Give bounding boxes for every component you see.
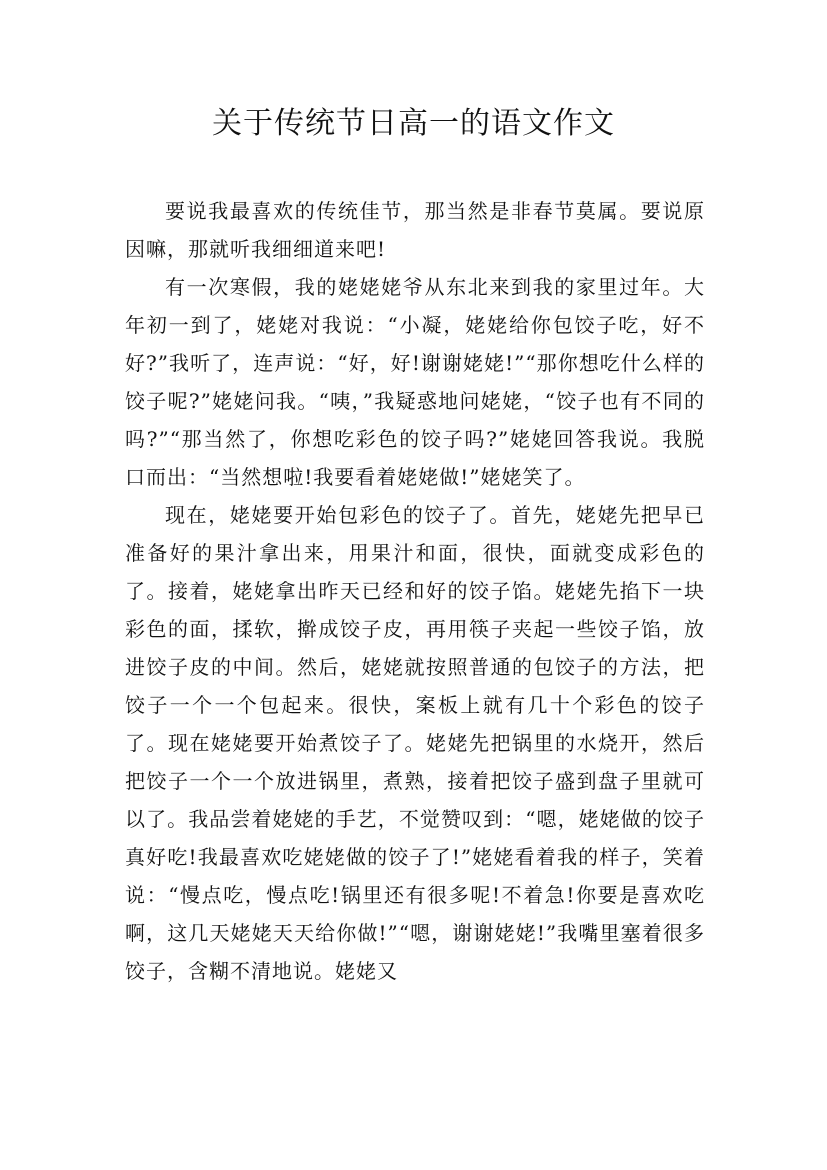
document-body [125,192,705,990]
paragraph-2: 有一次寒假，我的姥姥姥爷从东北来到我的家里过年。大年初一到了，姥姥对我说：“小凝，姥姥给你包饺子吃，好不好?”我听了，连声说：“好，好!谢谢姥姥!”“那你想吃什么样的饺子呢?”姥姥问我。“咦，”我疑惑地问姥姥，“饺子也有不同的吗?”“那当然了，你想吃彩色的饺子吗?”姥姥回答我说。我脱口而出：“当然想啦!我要看着姥姥做!”姥姥笑了。 [125,275,705,489]
paragraph-3: 现在，姥姥要开始包彩色的饺子了。首先，姥姥先把早已准备好的果汁拿出来，用果汁和面，很快，面就变成彩色的了。接着，姥姥拿出昨天已经和好的饺子馅。姥姥先掐下一块彩色的面，揉软，擀成饺子皮，再用筷子夹起一些饺子馅，放进饺子皮的中间。然后，姥姥就按照普通的包饺子的方法，把饺子一个一个包起来。很快，案板上就有几十个彩色的饺子了。现在姥姥要开始煮饺子了。姥姥先把锅里的水烧开，然后把饺子一个一个放进锅里，煮熟，接着把饺子盛到盘子里就可以了。我品尝着姥姥的手艺，不觉赞叹到：“嗯，姥姥做的饺子真好吃!我最喜欢吃姥姥做的饺子了!”姥姥看着我的样子，笑着说：“慢点吃，慢点吃!锅里还有很多呢!不着急!你要是喜欢吃啊，这几天姥姥天天给你做!”“嗯，谢谢姥姥!”我嘴里塞着很多饺子，含糊不清地说。姥姥又 [125,503,705,983]
document-title: 关于传统节日高一的语文作文 [212,106,615,141]
paragraph-1: 要说我最喜欢的传统佳节，那当然是非春节莫属。要说原因嘛，那就听我细细道来吧! [125,199,705,261]
